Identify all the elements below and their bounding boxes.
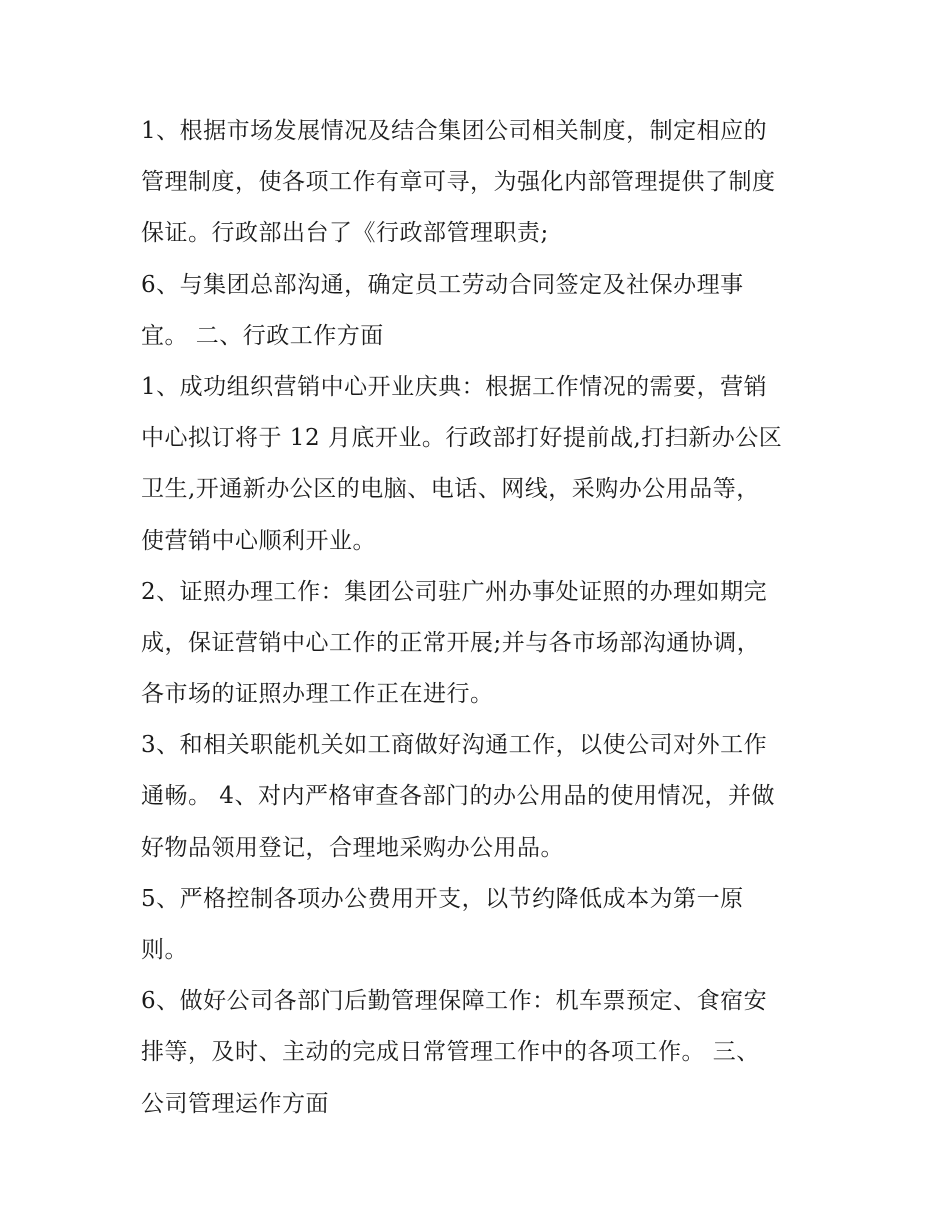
text-line: 公司管理运作方面 bbox=[141, 1090, 329, 1117]
text-line: 1、根据市场发展情况及结合集团公司相关制度，制定相应的 bbox=[141, 118, 768, 144]
document-body bbox=[141, 106, 841, 1130]
text-line: 卫生,开通新办公区的电脑、电话、网线，采购办公用品等， bbox=[141, 476, 760, 503]
text-line: 5、严格控制各项办公费用开支，以节约降低成本为第一原 bbox=[141, 885, 744, 912]
text-line: 中心拟订将于 12 月底开业。行政部打好提前战,打扫新办公区 bbox=[141, 425, 783, 452]
text-line: 宜。 二、行政工作方面 bbox=[141, 322, 384, 349]
text-line: 保证。行政部出台了《行政部管理职责; bbox=[141, 220, 549, 247]
text-line: 管理制度，使各项工作有章可寻，为强化内部管理提供了制度 bbox=[141, 169, 776, 196]
text-line: 通畅。 4、对内严格审查各部门的办公用品的使用情况，并做 bbox=[141, 783, 775, 810]
text-line: 排等，及时、主动的完成日常管理工作中的各项工作。 三、 bbox=[141, 1039, 760, 1066]
text-line: 3、和相关职能机关如工商做好沟通工作，以使公司对外工作 bbox=[141, 732, 768, 759]
text-line: 好物品领用登记，合理地采购办公用品。 bbox=[141, 834, 564, 861]
text-line: 6、做好公司各部门后勤管理保障工作：机车票预定、食宿安 bbox=[141, 988, 768, 1015]
text-line: 各市场的证照办理工作正在进行。 bbox=[141, 681, 494, 708]
text-line: 6、与集团总部沟通，确定员工劳动合同签定及社保办理事 bbox=[141, 271, 744, 298]
text-line: 则。 bbox=[141, 937, 188, 963]
text-line: 1、成功组织营销中心开业庆典：根据工作情况的需要，营销 bbox=[141, 373, 768, 400]
text-line: 2、证照办理工作：集团公司驻广州办事处证照的办理如期完 bbox=[141, 578, 768, 605]
text-line: 使营销中心顺利开业。 bbox=[141, 527, 376, 554]
text-line: 成，保证营销中心工作的正常开展;并与各市场部沟通协调， bbox=[141, 629, 761, 656]
